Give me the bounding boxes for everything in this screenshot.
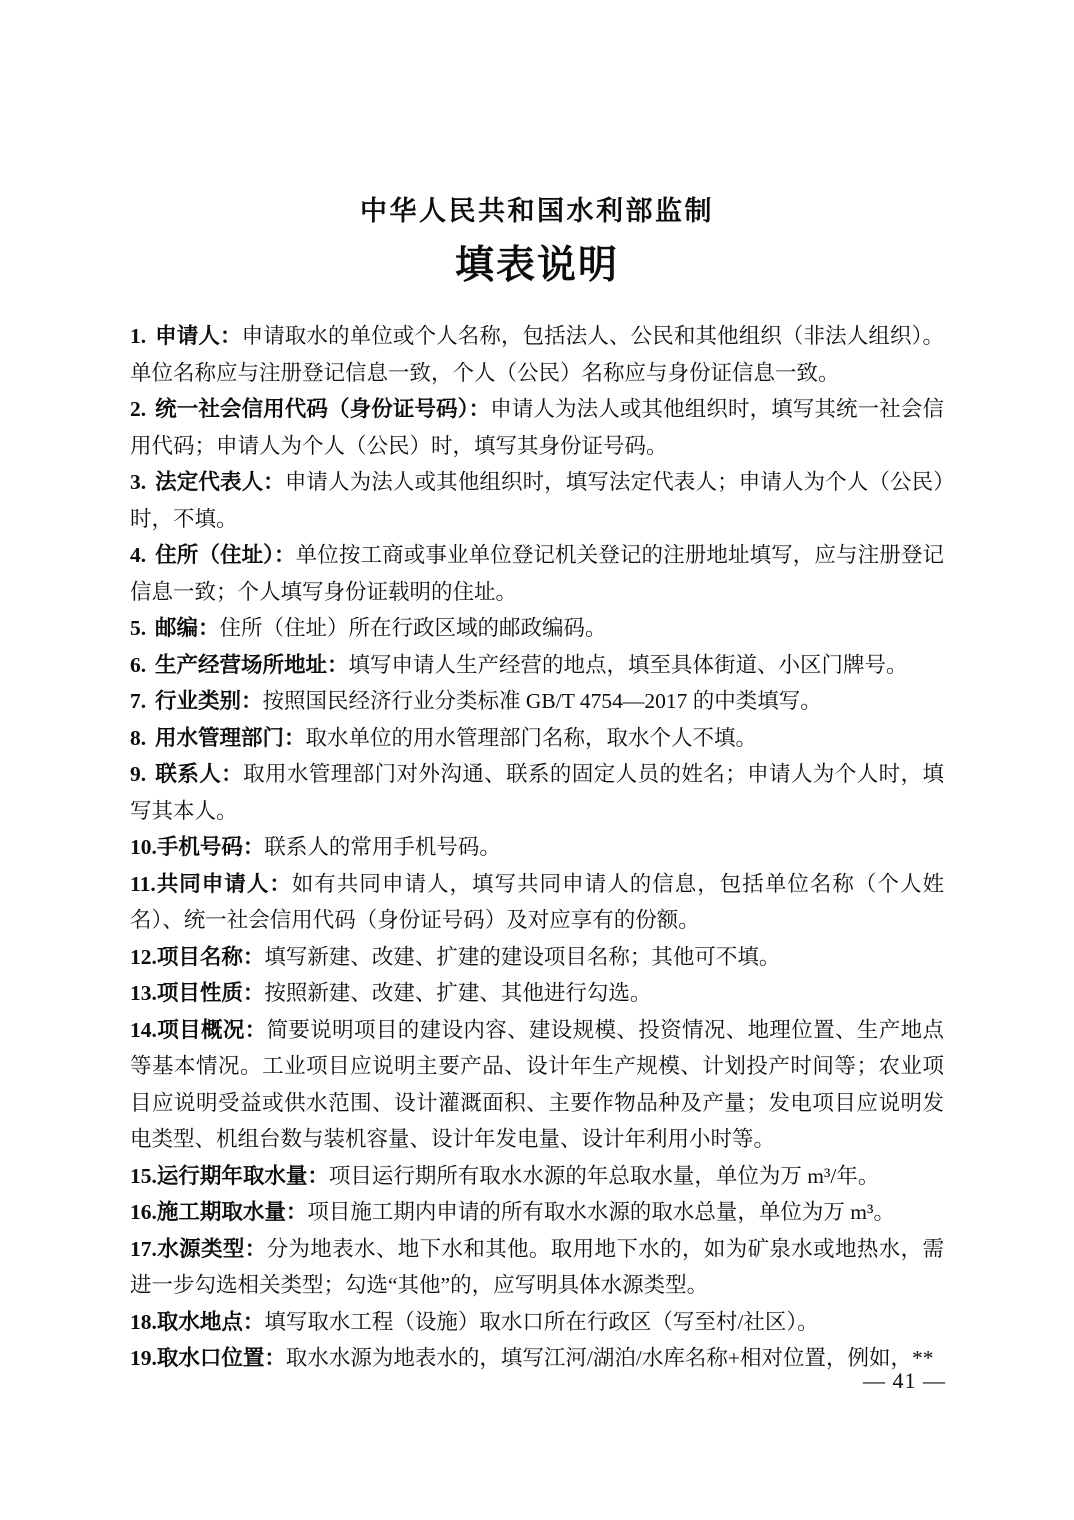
instruction-item-12 — [130, 939, 944, 976]
instruction-item-3 — [130, 464, 944, 537]
item-text: 申请人为法人或其他组织时，填写其统一社会信用代码；申请人为个人（公民）时，填写其身份证号码。 — [130, 397, 944, 458]
instruction-item-14 — [130, 1012, 944, 1158]
item-label: 统一社会信用代码（身份证号码）： — [155, 397, 491, 421]
item-number: 8. — [130, 725, 147, 750]
item-text: 按照新建、改建、扩建、其他进行勾选。 — [264, 981, 652, 1005]
instruction-item-19 — [130, 1340, 944, 1377]
item-number: 10. — [130, 835, 157, 859]
instruction-item-8 — [130, 720, 944, 757]
item-number: 11. — [130, 871, 156, 896]
item-number: 4. — [130, 543, 147, 567]
item-text: 填写取水工程（设施）取水口所在行政区（写至村/社区）。 — [264, 1309, 819, 1334]
instruction-item-11 — [130, 866, 944, 939]
item-text: 取水单位的用水管理部门名称，取水个人不填。 — [305, 725, 758, 750]
instruction-item-15 — [130, 1158, 944, 1195]
item-text: 如有共同申请人，填写共同申请人的信息，包括单位名称（个人姓名）、统一社会信用代码（身份证号码）及对应享有的份额。 — [130, 871, 944, 932]
instruction-item-5 — [130, 610, 944, 647]
item-number: 2. — [130, 397, 147, 421]
item-label: 法定代表人： — [155, 470, 285, 494]
item-label: 项目性质： — [156, 981, 265, 1005]
item-label: 生产经营场所地址： — [155, 652, 349, 677]
item-number: 16. — [130, 1200, 157, 1224]
item-label: 住所（住址）： — [155, 543, 296, 567]
item-label: 取水口位置： — [156, 1346, 286, 1370]
instruction-item-7 — [130, 683, 944, 720]
publisher-line: 中华人民共和国水利部监制 — [360, 196, 714, 226]
item-number: 14. — [130, 1017, 157, 1042]
item-label: 手机号码： — [156, 835, 265, 859]
item-number: 13. — [130, 981, 157, 1005]
item-label: 取水地点： — [156, 1309, 265, 1334]
page-title: 填表说明 — [454, 244, 619, 287]
item-number: 5. — [130, 616, 147, 640]
instruction-item-16 — [130, 1194, 944, 1231]
instruction-item-2 — [130, 391, 944, 464]
page-number: — 41 — — [863, 1368, 946, 1393]
item-number: 15. — [130, 1163, 157, 1188]
item-number: 12. — [130, 944, 157, 969]
item-text: 简要说明项目的建设内容、建设规模、投资情况、地理位置、生产地点等基本情况。工业项目应说明主要产品、设计年生产规模、计划投产时间等；农业项目应说明受益或供水范围、设计灌溉面积、主要作物品种及产量；发电项目应说明发电类型、机组台数与装机容量、设计年发电量、设计年利用小时等。 — [130, 1017, 944, 1151]
item-label: 项目名称： — [156, 944, 265, 969]
instruction-item-9 — [130, 756, 944, 829]
item-number: 17. — [130, 1236, 157, 1261]
item-number: 18. — [130, 1309, 157, 1334]
instruction-item-10 — [130, 829, 944, 866]
item-number: 7. — [130, 689, 147, 713]
item-label: 行业类别： — [155, 689, 263, 713]
item-label: 项目概况： — [156, 1017, 267, 1042]
instruction-item-18 — [130, 1304, 944, 1341]
instruction-item-6 — [130, 647, 944, 684]
item-number: 6. — [130, 652, 147, 677]
item-number: 9. — [130, 762, 147, 786]
instruction-item-4 — [130, 537, 944, 610]
item-number: 1. — [130, 324, 147, 348]
item-label: 联系人： — [155, 762, 244, 786]
item-label: 申请人： — [155, 324, 242, 348]
instruction-item-13 — [130, 975, 944, 1012]
item-text: 填写申请人生产经营的地点，填至具体街道、小区门牌号。 — [348, 652, 908, 677]
item-label: 水源类型： — [156, 1236, 267, 1261]
item-number: 19. — [130, 1346, 157, 1370]
item-label: 共同申请人： — [155, 871, 292, 896]
item-text: 单位按工商或事业单位登记机关登记的注册地址填写，应与注册登记信息一致；个人填写身份证载明的住址。 — [130, 543, 944, 604]
item-label: 用水管理部门： — [155, 725, 306, 750]
instruction-item-1 — [130, 318, 944, 391]
item-label: 施工期取水量： — [156, 1200, 308, 1224]
item-text: 取用水管理部门对外沟通、联系的固定人员的姓名；申请人为个人时，填写其本人。 — [130, 762, 944, 823]
item-text: 填写新建、改建、扩建的建设项目名称；其他可不填。 — [264, 944, 781, 969]
item-text: 申请取水的单位或个人名称，包括法人、公民和其他组织（非法人组织）。单位名称应与注册登记信息一致，个人（公民）名称应与身份证信息一致。 — [130, 324, 944, 385]
item-text: 分为地表水、地下水和其他。取用地下水的，如为矿泉水或地热水，需进一步勾选相关类型；勾选“其他”的，应写明具体水源类型。 — [130, 1236, 944, 1297]
item-label: 邮编： — [155, 616, 220, 640]
item-text: 申请人为法人或其他组织时，填写法定代表人；申请人为个人（公民）时，不填。 — [130, 470, 944, 531]
item-text: 联系人的常用手机号码。 — [264, 835, 501, 859]
item-text: 取水水源为地表水的，填写江河/湖泊/水库名称+相对位置，例如，** — [285, 1346, 934, 1370]
instruction-list — [130, 318, 944, 1377]
item-label: 运行期年取水量： — [156, 1163, 329, 1188]
item-text: 项目运行期所有取水水源的年总取水量，单位为万 m³/年。 — [328, 1163, 880, 1188]
item-text: 住所（住址）所在行政区域的邮政编码。 — [219, 616, 607, 640]
item-text: 按照国民经济行业分类标准 GB/T 4754—2017 的中类填写。 — [262, 689, 822, 713]
instruction-item-17 — [130, 1231, 944, 1304]
item-text: 项目施工期内申请的所有取水水源的取水总量，单位为万 m³。 — [307, 1200, 895, 1224]
item-number: 3. — [130, 470, 147, 494]
